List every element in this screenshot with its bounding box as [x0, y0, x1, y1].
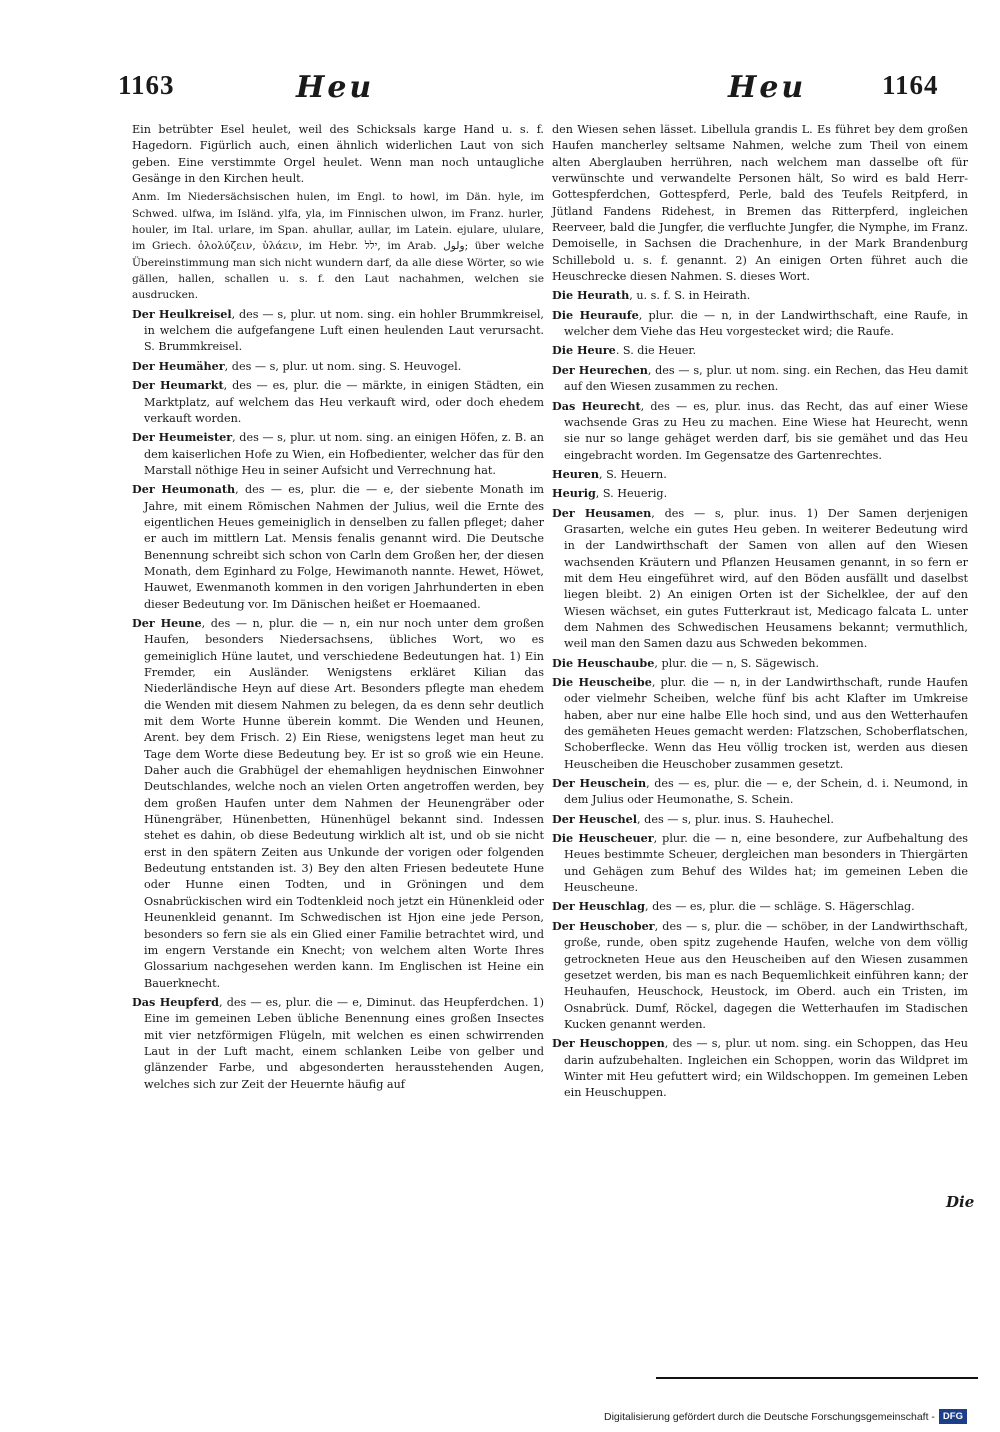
entry-lemma: Der Heurechen: [552, 362, 648, 377]
entry-lemma: Der Heulkreisel: [132, 306, 232, 321]
entry-lemma: Der Heumonath: [132, 482, 236, 497]
bottom-rule: [656, 1377, 978, 1379]
dictionary-entry: [132, 481, 544, 613]
entry-lemma: Die Heure: [552, 343, 616, 358]
entry-definition: , des — s, plur. ut nom. sing. an einigen Höfen, z. B. an dem kaiserlichen Hofe zu Wien, ein Hofbedienter, welcher das für den Marstall nöthige Heu in seiner Aufsicht und Verrechnung hat.: [144, 431, 544, 477]
page-number-left: 1163: [118, 70, 175, 100]
dictionary-entry: [552, 307, 968, 341]
dictionary-entry: [552, 505, 968, 653]
dictionary-entry: [552, 674, 968, 773]
entry-lemma: Der Heuschlag: [552, 899, 645, 914]
entry-definition: , des — es, plur. die — e, der Schein, d. i. Neumond, in dem Julius oder Heumonathe, S. Schein.: [564, 777, 968, 807]
entry-definition: , des — es, plur. inus. das Recht, das auf einer Wiese wachsende Gras zu Heu zu machen. Eine Wiese hat Heurecht, wenn sie nur so lange gehäget werden darf, bis sie gemähet und das Heu eingebracht worden. Im Gegensatze des Gartenrechtes.: [564, 399, 969, 462]
dictionary-entry: [552, 775, 968, 809]
dictionary-entry: [552, 342, 968, 359]
dictionary-entry: [552, 811, 968, 828]
entry-lemma: Das Heupferd: [132, 994, 220, 1009]
running-head-left: Heu: [296, 70, 375, 105]
entry-lemma: Der Heuschoppen: [552, 1036, 665, 1051]
entry-lemma: Die Heurath: [552, 288, 630, 303]
entry-lemma: Das Heurecht: [552, 398, 641, 413]
etymology-note: Anm. Im Niedersächsischen hulen, im Engl. to howl, im Dän. hyle, im Schwed. ulfwa, im Isländ. ylfa, yla, im Finnischen ulwon, im Franz. hurler, houler, im Ital. urlare, im Span. ahullar, aullar, im Latein. ejulare, ululare, im Griech. ὀλολύζειν, ὑλάειν, im Hebr. ילל, im Arab. ولول; über welche Übereinstimmung man sich nicht wundern darf, da alle diese Wörter, so wie gällen, hallen, schallen u. s. f. den Laut nachahmen, welchen sie ausdrucken.: [132, 191, 544, 302]
entry-definition: , S. Heuerig.: [595, 487, 668, 501]
digitization-credit: [604, 1409, 967, 1424]
credit-text: Digitalisierung gefördert durch die Deutsche Forschungsgemeinschaft -: [604, 1410, 935, 1423]
entry-definition: , plur. die — n, in der Landwirthschaft, runde Haufen oder vielmehr Scheiben, welche fünf bis acht Klafter im Umkreise haben, aber nur eine halbe Elle hoch sind, und aus den Wetterhaufen des gemäheten Heues gemacht werden: Flatzschen, Schoberflatschen, Schoberflecke. Wenn das Heu völlig trocken ist, werden aus diesen Heuscheiben die Heuschober zusammen gesetzt.: [564, 676, 968, 771]
left-column: [132, 122, 544, 1095]
page-number-right: 1164: [882, 70, 939, 100]
entry-definition: , des — n, plur. die — n, ein nur noch unter dem großen Haufen, besonders Niedersachsens, übliches Wort, wo es gemeiniglich Hüne lautet, und verschiedene Bedeutungen hat. 1) Ein Fremder, ein Ausländer. Wenigstens erkläret Kilian das Niederländische Heyn auf diese Art. Besonders pflegte man ehedem die Wenden mit diesem Nahmen zu belegen, da es denn sehr deutlich mit dem Worte Hunne überein kommt. Die Wenden und Heunen, Arent. bey dem Frisch. 2) Ein Riese, wenigstens leget man heut zu Tage dem Worte diese Bedeutung bey. Er ist so groß wie ein Heune. Daher auch die Grabhügel der ehemahligen heydnischen Einwohner Deutschlandes, welche noch an vielen Orten angetroffen werden, bey dem großen Haufen unter dem Nahmen der Heunengräber oder Hünengräber, Hünenbetten, Hünenhügel bekannt sind. Indessen stehet es dahin, ob diese Bedeutung wirklich alt ist, und ob sie nicht erst in den spätern Zeiten aus Unkunde der vorigen oder folgenden Bedeutung entstanden ist. 3) Bey den alten Friesen bedeutete Hune oder Hunne einen Todten, und in Gröningen und dem Osnabrückischen wird ein Todtenkleid noch jetzt ein Hünenkleid oder Heunenkleid genannt. Im Schwedischen ist Hjon eine jede Person, besonders so fern sie als ein Glied einer Familie betrachtet wird, und im engern Verstande ein Knecht; von welchem alten Worte Ihres Glossarium nachgesehen werden kann. Im Englischen ist Heine ein Bauerknecht.: [144, 616, 544, 990]
entry-definition: , S. Heuern.: [598, 467, 667, 481]
entry-definition: , des — es, plur. die — e, der siebente Monath im Jahre, mit einem Römischen Nahmen der Julius, weil die Ernte des eigentlichen Heues gemeiniglich in denselben zu fallen pfleget; daher er auch im mittlern Lat. Mensis fenalis genannt wird. Die Deutsche Benennung schreibt sich schon von Carln dem Großen her, der diesen Monath, dem Eginhard zu Folge, Hewimanoth nannte. Hewet, Höwet, Hauwet, Ewenmanoth kommen in den vorigen Jahrhunderten in eben dieser Bedeutung vor. Im Dänischen heißet er Hoemaaned.: [144, 483, 544, 611]
entry-lemma: Der Heumarkt: [132, 378, 224, 393]
dictionary-entry: [552, 1035, 968, 1101]
right-column: [552, 122, 968, 1104]
catchword-next-page: Die: [946, 1193, 975, 1211]
entry-definition: , des — s, plur. inus. 1) Der Samen derjenigen Grasarten, welche ein gutes Heu geben. In weiterer Bedeutung wird in der Landwirthschaft der Samen von allen auf den Wiesen wachsenden Kräutern und Pflanzen Heusamen genannt, in so fern er mit dem Heu eingeführet wird, auf den Böden ausfällt und daselbst liegen bleibt. 2) An einigen Orten ist der Sichelklee, der auf den Wiesen wächset, ein gutes Futterkraut ist, Medicago falcata L. unter dem Nahmen des Schwedischen Heusamens bekannt; vermuthlich, weil man den Samen dazu aus Schweden bekommen.: [564, 506, 968, 651]
dictionary-entry: [132, 358, 544, 375]
entry-lemma: Der Heusamen: [552, 505, 652, 520]
continued-text: den Wiesen sehen lässet. Libellula grandis L. Es führet bey dem großen Haufen mancherley seltsame Nahmen, welche zum Theil von einem alten Aberglauben herrühren, nach welchem man dasselbe oft für verwünschte und verwandelte Personen hält, So wird es bald Herr-Gottespferdchen, Gottespferd, Perle, bald des Teufels Reitpferd, in Jütland Fandens Ridehest, in Bremen das Ritterpferd, ingleichen Reerveer, bald die Jungfer, die verfluchte Jungfer, die Nymphe, im Franz. Demoiselle, in Sachsen die Drachenhure, in der Mark Brandenburg Schillebold u. s. f. genannt. 2) An einigen Orten führet auch die Heuschrecke diesen Nahmen. S. dieses Wort.: [552, 123, 968, 284]
entry-lemma: Heuren: [552, 466, 599, 481]
dictionary-entry: [552, 466, 968, 483]
entry-definition: , plur. die — n, S. Sägewisch.: [654, 656, 820, 670]
dictionary-entry: [132, 994, 544, 1093]
entry-definition: , des — s, plur. ut nom. sing. ein Rechen, das Heu damit auf den Wiesen zusammen zu rechen.: [564, 363, 968, 394]
entry-definition: , plur. die — n, eine besondere, zur Aufbehaltung des Heues bestimmte Scheuer, dergleichen man besonders in Thiergärten und Gehägen zum Behuf des Wildes hat; im gemeinen Leben die Heuscheune.: [564, 832, 968, 895]
entry-lemma: Die Heuraufe: [552, 307, 639, 322]
dictionary-entry: [552, 485, 968, 502]
entry-lemma: Der Heumeister: [132, 430, 233, 445]
entry-lemma: Der Heumäher: [132, 358, 225, 373]
entry-definition: , des — s, plur. ut nom. sing. ein Schoppen, das Heu darin aufzubehalten. Ingleichen ein Schoppen, worin das Wildpret im Winter mit Heu gefuttert wird; ein Wildschoppen. Im gemeinen Leben ein Heuschuppen.: [564, 1037, 968, 1100]
entry-lemma: Der Heuschein: [552, 776, 647, 791]
entry-lemma: Der Heune: [132, 615, 202, 630]
dictionary-entry: [132, 377, 544, 427]
entry-definition: , des — s, plur. die — schöber, in der Landwirthschaft, große, runde, oben spitz zugehende Haufen, welche von dem völlig getrockneten Heue aus den Heuscheiben auf den Wiesen zusammen gesetzet werden, bis man es nach Bequemlichkeit einführen kann; der Heuhaufen, Heuschock, Heustock, im Oberd. auch ein Tristen, im Osnabrück. Dumf, Röckel, dagegen die Wetterhaufen im Stadischen Kucken genannt werden.: [564, 919, 968, 1031]
dictionary-entry: [552, 898, 968, 915]
dictionary-entry: [552, 398, 968, 464]
continued-text: Ein betrübter Esel heulet, weil des Schicksals karge Hand u. s. f. Hagedorn. Figürlich auch, einen ähnlich widerlichen Laut von sich geben. Eine verstimmte Orgel heulet. Wenn man noch untaugliche Gesänge in den Kirchen heult.: [132, 123, 544, 186]
entry-definition: , u. s. f. S. in Heirath.: [629, 289, 751, 303]
entry-lemma: Die Heuscheibe: [552, 675, 652, 689]
dictionary-entry: [132, 429, 544, 479]
dictionary-entry: [552, 287, 968, 304]
dictionary-entry: [132, 615, 544, 992]
entry-lemma: Der Heuschel: [552, 811, 638, 826]
dictionary-entry: [552, 918, 968, 1033]
entry-definition: , des — es, plur. die — e, Diminut. das Heupferdchen. 1) Eine im gemeinen Leben übliche Benennung eines großen Insectes mit vier netzförmigen Flügeln, mit welchen es einen schwirrenden Laut in der Luft macht, einem schlanken Leibe von gelber und glänzender Farbe, und abgesonderten herausstehenden Augen, welches sich zur Zeit der Heuernte häufig auf: [144, 995, 544, 1091]
entry-definition: , des — s, plur. ut nom. sing. ein hohler Brummkreisel, in welchem die aufgefangene Luft einen heulenden Laut verursacht. S. Brummkreisel.: [144, 307, 544, 354]
dfg-logo: DFG: [939, 1409, 967, 1424]
entry-lemma: Heurig: [552, 486, 596, 501]
entry-definition: , des — es, plur. die — schläge. S. Hägerschlag.: [645, 900, 915, 914]
entry-definition: , plur. die — n, in der Landwirthschaft, eine Raufe, in welcher dem Viehe das Heu vorgestecket wird; die Raufe.: [564, 308, 968, 339]
entry-definition: , des — es, plur. die — märkte, in einigen Städten, ein Marktplatz, auf welchem das Heu verkauft wird, oder doch ehedem verkauft worden.: [144, 379, 544, 425]
entry-lemma: Die Heuscheuer: [552, 831, 654, 846]
entry-definition: , des — s, plur. inus. S. Hauhechel.: [637, 812, 834, 826]
dictionary-entry: [132, 306, 544, 356]
running-head-right: Heu: [728, 70, 807, 105]
entry-lemma: Die Heuschaube: [552, 655, 655, 670]
dictionary-entry: [552, 655, 968, 672]
dictionary-entry: [552, 362, 968, 396]
entry-lemma: Der Heuschober: [552, 918, 655, 933]
entry-definition: , des — s, plur. ut nom. sing. S. Heuvogel.: [224, 359, 462, 373]
dictionary-entry: [552, 830, 968, 896]
entry-definition: . S. die Heuer.: [615, 344, 697, 358]
